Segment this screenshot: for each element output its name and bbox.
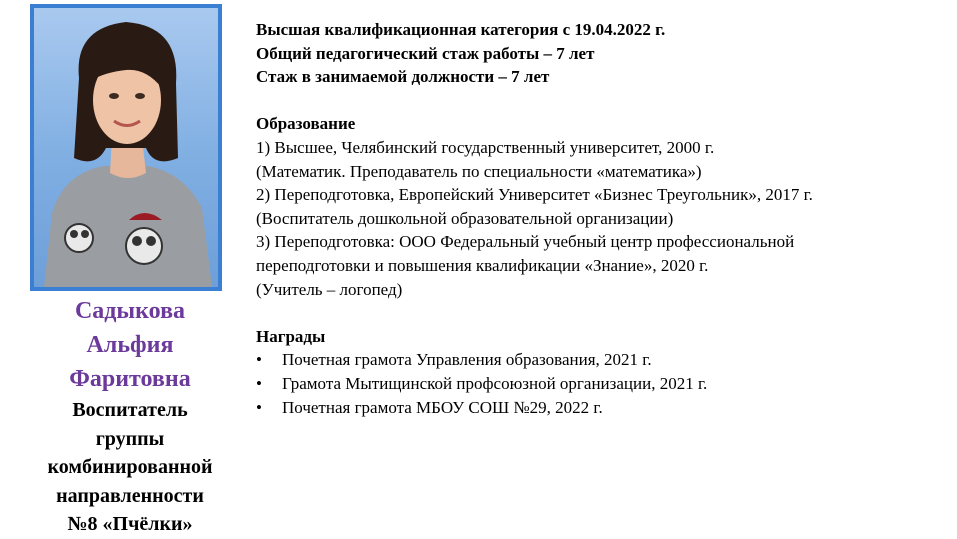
name-line-patronymic: Фаритовна [69, 366, 191, 392]
name-line-surname: Садыкова [74, 298, 186, 324]
education-heading: Образование [256, 114, 356, 134]
qualification-line: Высшая квалификационная категория с 19.04.2022 г. [256, 20, 666, 39]
position-line: комбинированной [47, 456, 213, 478]
position-line: группы [95, 427, 165, 450]
experience-line: Общий педагогический стаж работы – 7 лет [256, 43, 595, 63]
person-position [20, 396, 240, 539]
award-item: • Грамота Мытищинской профсоюзной организации, 2021 г. [256, 372, 946, 396]
education-line: переподготовки и повышения квалификации «Знание», 2020 г. [256, 255, 709, 275]
education-line: 2) Переподготовка, Европейский Университет «Бизнес Треугольник», 2017 г. [256, 185, 813, 205]
portrait-illustration [34, 8, 218, 287]
portrait-photo [30, 4, 222, 291]
awards-heading: Награды [256, 326, 326, 346]
education-line: 1) Высшее, Челябинский государственный университет, 2000 г. [256, 137, 715, 157]
education-line: (Учитель – логопед) [256, 279, 403, 299]
award-item: • Почетная грамота МБОУ СОШ №29, 2022 г. [256, 396, 946, 420]
education-line: (Воспитатель дошкольной образовательной организации) [256, 208, 674, 228]
award-item: • Почетная грамота Управления образования, 2021 г. [256, 348, 946, 372]
education-line: 3) Переподготовка: ООО Федеральный учебный центр профессиональной [256, 232, 795, 252]
education-line: (Математик. Преподаватель по специальности «математика») [256, 161, 702, 181]
spacer [256, 89, 946, 113]
person-name [20, 294, 240, 396]
awards-list [256, 348, 946, 419]
name-line-first: Альфия [86, 332, 174, 358]
spacer [256, 301, 946, 325]
position-experience-line: Стаж в занимаемой должности – 7 лет [256, 67, 550, 87]
position-line: №8 «Пчёлки» [67, 513, 193, 535]
position-line: направленности [56, 484, 204, 507]
position-line: Воспитатель [72, 399, 188, 421]
info-panel [256, 18, 946, 419]
